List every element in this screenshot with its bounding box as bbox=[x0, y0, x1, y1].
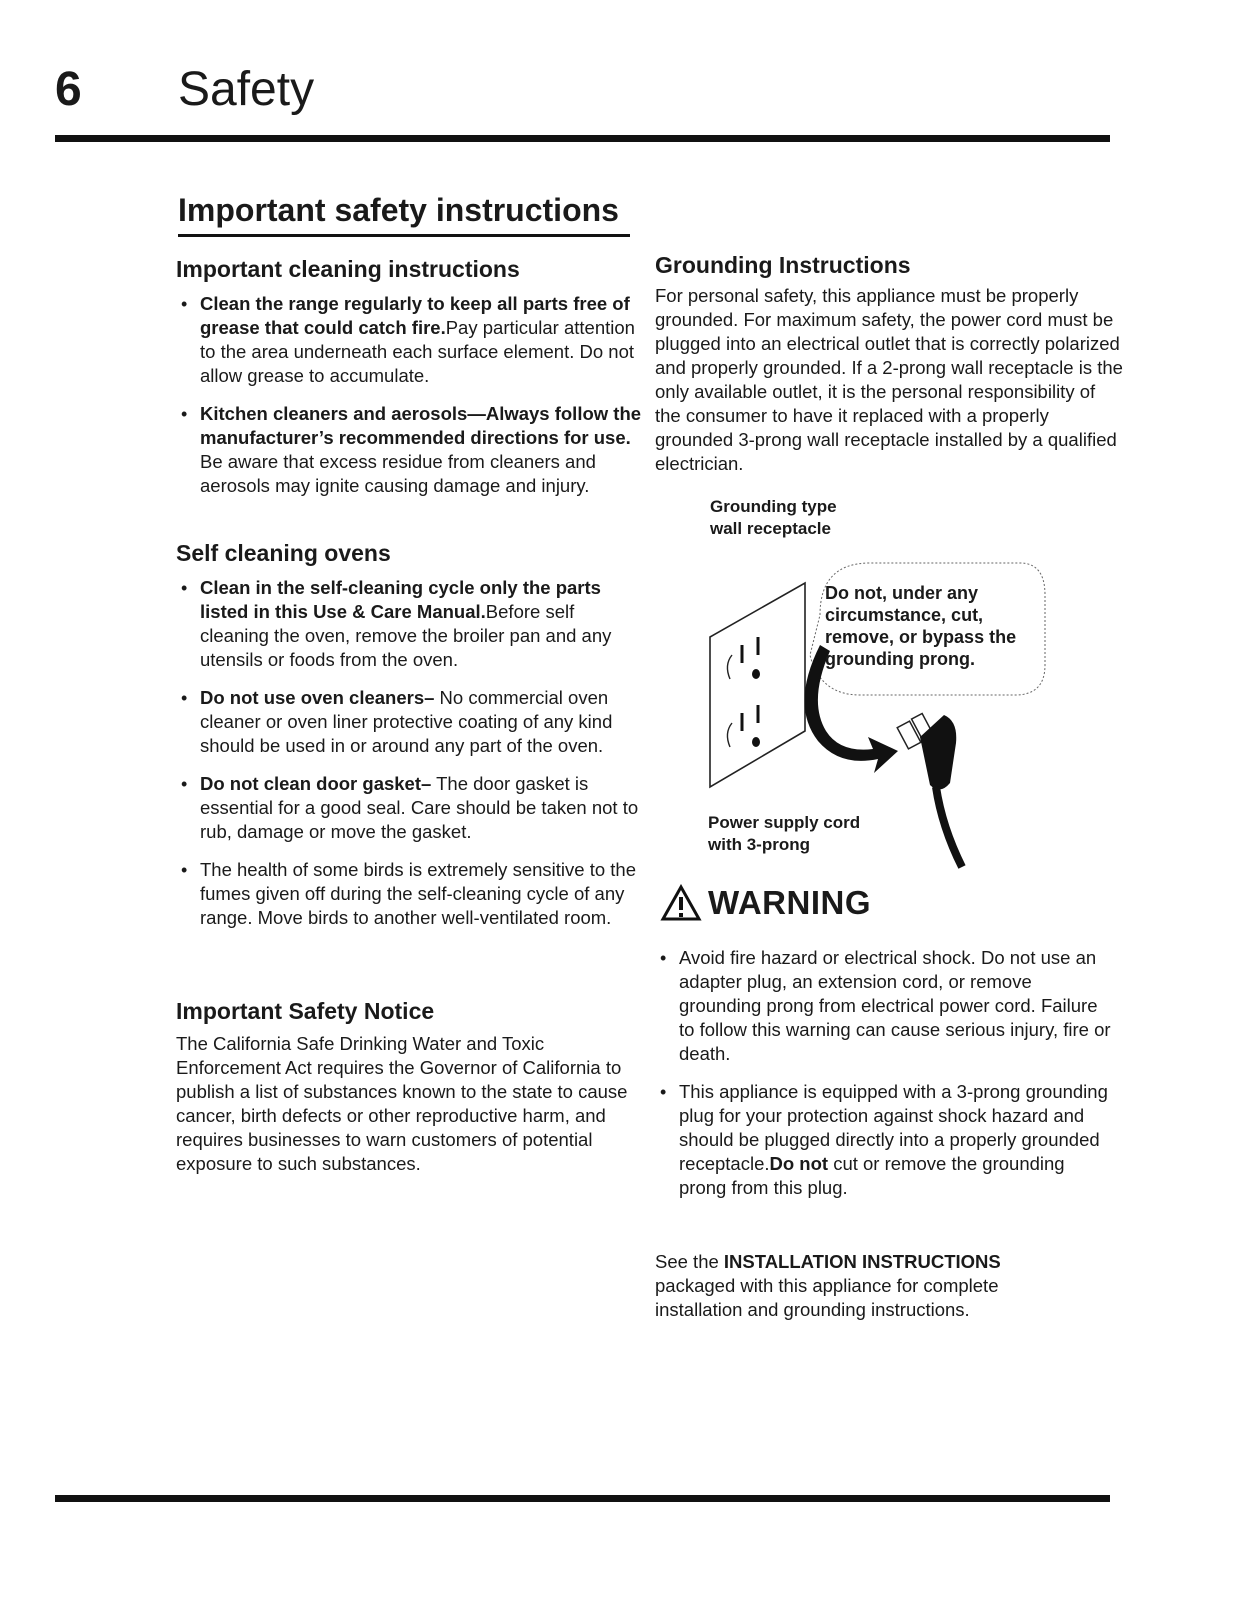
cord-label-line1: Power supply cord bbox=[708, 813, 861, 832]
self-cleaning-section bbox=[176, 540, 646, 930]
cord-label bbox=[708, 812, 860, 856]
grounding-text: For personal safety, this appliance must be properly grounded. For maximum safety, the power cord must be plugged into an electrical outlet that is correctly polarized and properly grounded. If a 2-prong wall receptacle is the only available outlet, it is the personal responsibility of the consumer to have it replaced with a properly grounded 3-prong wall receptacle installed by a qualified electrician. bbox=[655, 284, 1123, 474]
item-text: Be aware that excess residue from cleaners and aerosols may ignite causing damage and injury. bbox=[200, 450, 596, 496]
self-cleaning-heading: Self cleaning ovens bbox=[176, 540, 391, 566]
receptacle-label-line1: Grounding type bbox=[710, 497, 837, 516]
power-cord bbox=[936, 787, 962, 867]
callout-line: Do not, under any bbox=[825, 583, 978, 603]
grounding-section bbox=[655, 252, 1125, 476]
notice-text: The California Safe Drinking Water and Toxic Enforcement Act requires the Governor of California to publish a list of substances known to the state to cause cancer, birth defects or other reproductive harm, and requires businesses to warn customers of potential exposure to such substances. bbox=[176, 1032, 628, 1174]
item-text: Pay particular attention to the area underneath each surface element. Do not allow grease to accumulate. bbox=[200, 316, 635, 386]
list-item bbox=[176, 402, 646, 498]
callout-line: remove, or bypass the bbox=[825, 627, 1017, 647]
ground-hole bbox=[752, 737, 760, 747]
warning-header bbox=[660, 884, 871, 922]
note-text: packaged with this appliance for complete installation and grounding instructions. bbox=[655, 1275, 999, 1320]
warning-list bbox=[655, 946, 1115, 1200]
item-text: Avoid fire hazard or electrical shock. Do not use an adapter plug, an extension cord, or remove grounding prong from electrical power cord. Failure to follow this warning can cause serious injury, fire or death. bbox=[679, 947, 1111, 1064]
outlet-plate bbox=[710, 583, 805, 787]
item-bold: Kitchen cleaners and aerosols—Always follow the manufacturer’s recommended directions for use. bbox=[200, 402, 642, 448]
item-text: cut or remove the grounding prong from this plug. bbox=[679, 1153, 1065, 1198]
ground-hole bbox=[752, 669, 760, 679]
item-bold: Do not use oven cleaners– bbox=[200, 686, 435, 708]
cleaning-section bbox=[176, 256, 646, 498]
cord-label-line2: with 3-prong bbox=[708, 835, 810, 854]
self-cleaning-list bbox=[176, 576, 646, 930]
callout-line: grounding prong. bbox=[825, 649, 975, 669]
cleaning-heading: Important cleaning instructions bbox=[176, 256, 520, 282]
list-item bbox=[176, 858, 646, 930]
item-bold: Do not clean door gasket– bbox=[200, 772, 432, 794]
item-text: No commercial oven cleaner or oven liner protective coating of any kind should be used in or around any part of the oven. bbox=[200, 686, 613, 756]
item-text: This appliance is equipped with a 3-prong grounding plug for your protection against shock hazard and should be plugged directly into a properly grounded receptacle. bbox=[679, 1081, 1108, 1174]
note-prefix: See the bbox=[655, 1251, 724, 1272]
footer-rule bbox=[55, 1495, 1110, 1502]
list-item bbox=[655, 946, 1115, 1066]
item-bold: Clean the range regularly to keep all parts free of grease that could catch fire. bbox=[200, 292, 630, 338]
header-rule bbox=[55, 135, 1110, 142]
item-text: The health of some birds is extremely sensitive to the fumes given off during the self-cleaning cycle of any range. Move birds to another well-ventilated room. bbox=[200, 858, 636, 928]
cleaning-list bbox=[176, 292, 646, 498]
list-item bbox=[176, 576, 646, 672]
notice-heading: Important Safety Notice bbox=[176, 998, 435, 1024]
list-item bbox=[176, 686, 646, 758]
receptacle-label-line2: wall receptacle bbox=[710, 519, 831, 538]
callout-text bbox=[825, 582, 1016, 670]
item-bold: Clean in the self-cleaning cycle only the parts listed in this Use & Care Manual. bbox=[200, 576, 601, 622]
note-bold: INSTALLATION INSTRUCTIONS bbox=[723, 1251, 1001, 1272]
item-bold: Do not bbox=[769, 1153, 829, 1174]
installation-note-text bbox=[655, 1250, 1075, 1322]
warning-section bbox=[655, 946, 1115, 1200]
grounding-heading: Grounding Instructions bbox=[655, 252, 911, 278]
section-title-underline bbox=[178, 234, 630, 237]
list-item bbox=[176, 292, 646, 388]
item-text: Before self cleaning the oven, remove the broiler pan and any utensils or foods from the oven. bbox=[200, 600, 612, 670]
safety-notice-section bbox=[176, 998, 646, 1176]
item-text: The door gasket is essential for a good seal. Care should be taken not to rub, damage or move the gasket. bbox=[200, 772, 639, 842]
warning-title: WARNING bbox=[708, 884, 871, 921]
installation-note bbox=[655, 1250, 1075, 1322]
list-item bbox=[176, 772, 646, 844]
receptacle-label bbox=[710, 496, 837, 540]
list-item bbox=[655, 1080, 1115, 1200]
page-number: 6 bbox=[55, 63, 82, 116]
callout-line: circumstance, cut, bbox=[825, 605, 984, 625]
plug-icon bbox=[897, 713, 962, 867]
section-title: Important safety instructions bbox=[178, 192, 619, 228]
warning-triangle-icon bbox=[660, 884, 702, 922]
chapter-title: Safety bbox=[178, 63, 315, 116]
